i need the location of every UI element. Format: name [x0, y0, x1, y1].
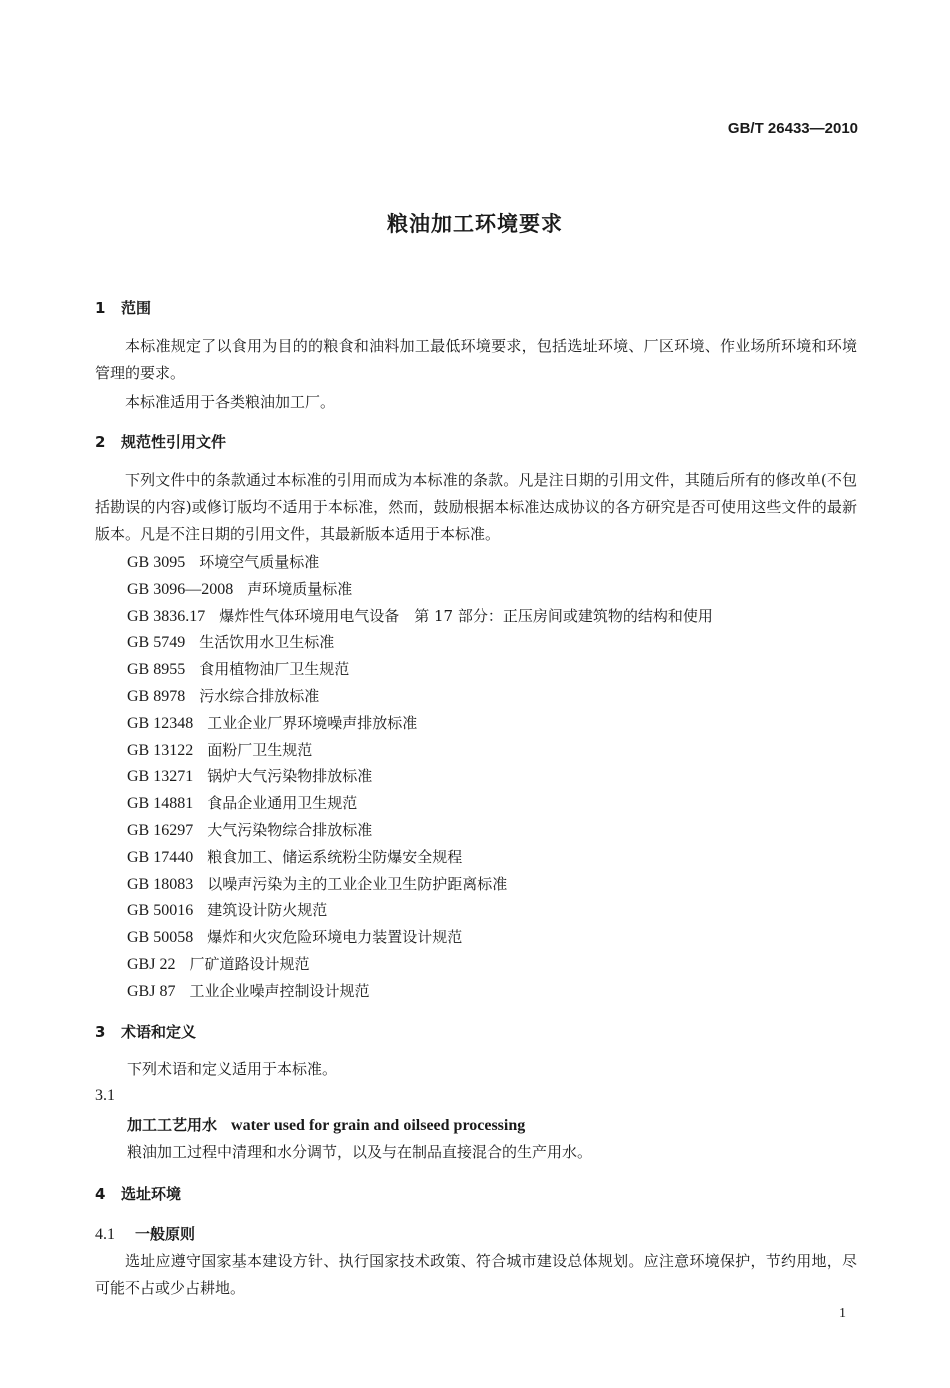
term-number: 3.1: [95, 1087, 115, 1104]
reference-item: [127, 710, 713, 737]
reference-code: GB 3095: [127, 554, 186, 571]
section-number: 4: [95, 1185, 106, 1203]
reference-title: 工业企业厂界环境噪声排放标准: [207, 713, 418, 732]
reference-list: [127, 549, 713, 1005]
reference-code: GBJ 22: [127, 955, 176, 973]
reference-title: 污水综合排放标准: [199, 686, 320, 705]
section-3-heading: [95, 1021, 196, 1042]
section-3-intro: 下列术语和定义适用于本标准。: [127, 1060, 338, 1078]
reference-title: 锅炉大气污染物排放标准: [207, 767, 373, 786]
reference-item: [127, 924, 713, 951]
reference-code: GB 16297: [127, 821, 194, 839]
reference-code: GB 13271: [127, 768, 194, 786]
reference-item: [127, 871, 713, 898]
reference-code: GB 14881: [127, 795, 194, 813]
reference-item: [127, 737, 713, 764]
reference-code: GB 3096—2008: [127, 580, 234, 598]
standard-code: GB/T 26433—2010: [727, 120, 858, 137]
section-1-heading: [95, 297, 151, 318]
section-title: 规范性引用文件: [121, 433, 227, 451]
reference-title: 环境空气质量标准: [199, 553, 320, 571]
reference-title: 以噪声污染为主的工业企业卫生防护距离标准: [207, 874, 508, 893]
reference-title: 食用植物油厂卫生规范: [199, 660, 350, 679]
reference-item: [127, 603, 713, 630]
term-name-en: water used for grain and oilseed processing: [231, 1117, 526, 1134]
reference-code: GB 5749: [127, 634, 186, 652]
section-2-intro: 下列文件中的条款通过本标准的引用而成为本标准的条款。凡是注日期的引用文件，其随后所有的修改单(不包括勘误的内容)或修订版均不适用于本标准，然而，鼓励根据本标准达成协议的各方研究是否可使用这些文件的最新版本。凡是不注日期的引用文件，其最新版本适用于本标准。: [95, 471, 857, 543]
reference-item: [127, 951, 713, 978]
reference-code: GBJ 87: [127, 982, 176, 1000]
subsection-4-1-paragraph: 选址应遵守国家基本建设方针、执行国家技术政策、符合城市建设总体规划。应注意环境保护，节约用地，尽可能不占或少占耕地。: [95, 1252, 857, 1297]
section-number: 2: [95, 433, 106, 451]
section-title: 术语和定义: [121, 1023, 197, 1041]
reference-code: GB 17440: [127, 848, 194, 866]
reference-title: 厂矿道路设计规范: [189, 954, 310, 973]
reference-code: GB 8955: [127, 661, 186, 679]
reference-code: GB 8978: [127, 687, 186, 705]
reference-item: [127, 683, 713, 710]
page-number: 1: [839, 1306, 846, 1321]
reference-code: GB 50058: [127, 929, 194, 947]
section-title: 范围: [121, 299, 152, 317]
reference-title: 生活饮用水卫生标准: [199, 633, 335, 652]
reference-code: GB 12348: [127, 714, 194, 732]
subsection-4-1-heading: [95, 1223, 195, 1244]
section-1-paragraph-2: 本标准适用于各类粮油加工厂。: [125, 393, 336, 411]
reference-item: [127, 549, 713, 576]
subsection-number: 4.1: [95, 1226, 115, 1243]
reference-title: 爆炸和火灾危险环境电力装置设计规范: [207, 928, 463, 947]
term-entry: [127, 1114, 525, 1135]
reference-code: GB 18083: [127, 875, 194, 893]
reference-title: 工业企业噪声控制设计规范: [189, 981, 370, 1000]
reference-title: 声环境质量标准: [247, 579, 353, 598]
reference-item: [127, 978, 713, 1005]
subsection-title: 一般原则: [135, 1225, 196, 1243]
reference-item: [127, 656, 713, 683]
reference-code: GB 3836.17: [127, 607, 206, 625]
section-4-heading: [95, 1183, 181, 1204]
reference-item: [127, 844, 713, 871]
reference-item: [127, 897, 713, 924]
section-number: 1: [95, 299, 106, 317]
reference-title: 食品企业通用卫生规范: [207, 794, 358, 813]
reference-code: GB 50016: [127, 902, 194, 920]
reference-item: [127, 763, 713, 790]
document-title: 粮油加工环境要求: [387, 212, 563, 236]
section-2-heading: [95, 431, 226, 452]
reference-title: 建筑设计防火规范: [207, 901, 328, 920]
section-number: 3: [95, 1023, 106, 1041]
term-definition: 粮油加工过程中清理和水分调节，以及与在制品直接混合的生产用水。: [127, 1143, 593, 1161]
reference-title: 粮食加工、储运系统粉尘防爆安全规程: [207, 847, 463, 866]
section-1-paragraph-1: 本标准规定了以食用为目的的粮食和油料加工最低环境要求，包括选址环境、厂区环境、作业场所环境和环境管理的要求。: [95, 337, 857, 382]
reference-title: 爆炸性气体环境用电气设备 第 17 部分：正压房间或建筑物的结构和使用: [219, 606, 713, 625]
reference-item: [127, 790, 713, 817]
reference-item: [127, 629, 713, 656]
reference-code: GB 13122: [127, 741, 194, 759]
reference-title: 大气污染物综合排放标准: [207, 820, 373, 839]
reference-item: [127, 576, 713, 603]
reference-title: 面粉厂卫生规范: [207, 740, 313, 759]
section-title: 选址环境: [121, 1185, 182, 1203]
reference-item: [127, 817, 713, 844]
term-name-cn: 加工工艺用水: [127, 1116, 218, 1134]
